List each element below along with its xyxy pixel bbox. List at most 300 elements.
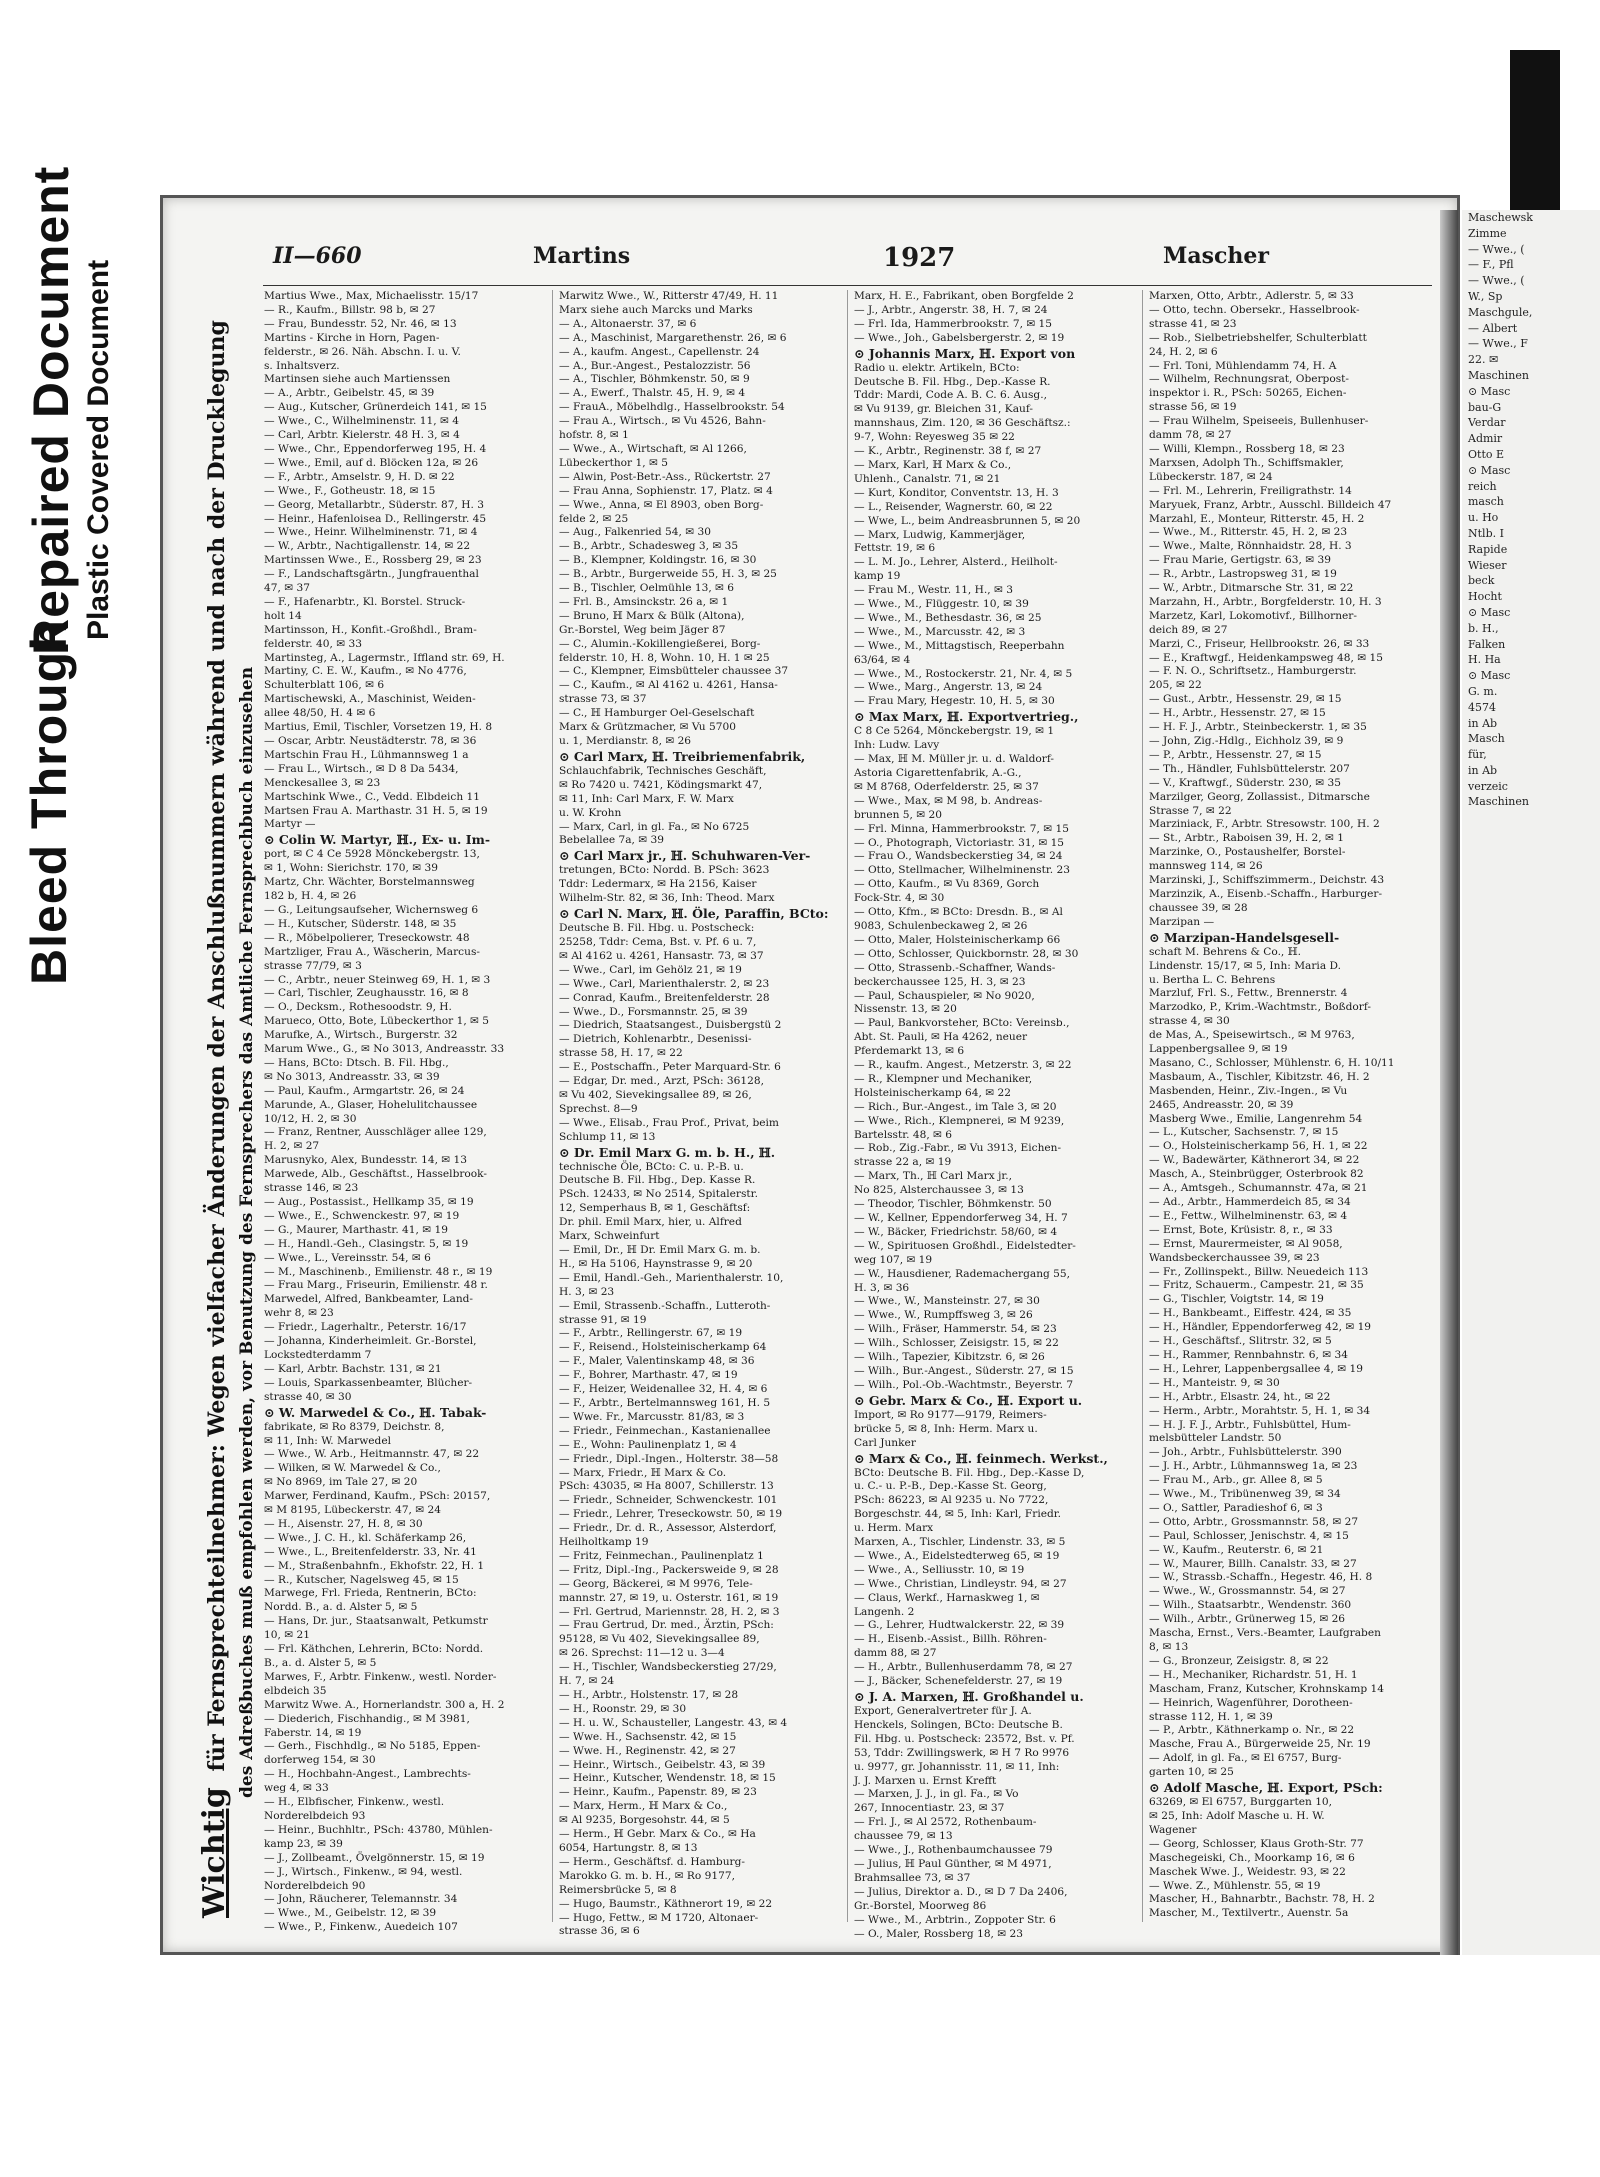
directory-entry: — A., kaufm. Angest., Capellenstr. 24 (559, 345, 760, 358)
page-header (273, 243, 1437, 283)
directory-entry: Wagener (1149, 1823, 1197, 1836)
directory-entry: — Rob., Sielbetriebshelfer, Schulterblatt (1149, 331, 1367, 344)
directory-entry: damm 88, ✉ 27 (854, 1647, 937, 1660)
directory-entry: — Wwe., M., Bethesdastr. 36, ✉ 25 (854, 611, 1042, 624)
directory-entry: — Wwe., M., Arbtrin., Zoppoter Str. 6 (854, 1913, 1056, 1926)
directory-entry: — Frau Wilhelm, Speiseeis, Bullenhuser- (1149, 415, 1369, 428)
directory-entry: — B., Klempner, Koldingstr. 16, ✉ 30 (559, 554, 757, 567)
directory-entry: — Wwe., W., Grossmannstr. 54, ✉ 27 (1149, 1585, 1346, 1598)
directory-entry: ✉ Al 4162 u. 4261, Hansastr. 73, ✉ 37 (559, 949, 764, 962)
directory-entry: — St., Arbtr., Raboisen 39, H. 2, ✉ 1 (1149, 832, 1344, 845)
directory-entry: Marxsen, Adolph Th., Schiffsmakler, (1149, 456, 1344, 469)
directory-entry: — C., Alumin.-Kokillengießerei, Borg- (559, 637, 761, 650)
directory-entry: ⊙ Colin W. Martyr, ℍ., Ex- u. Im- (264, 832, 491, 848)
directory-entry: Marwer, Ferdinand, Kaufm., PSch: 20157, (264, 1490, 491, 1503)
directory-entry: — Joh., Arbtr., Fuhlsbüttelerstr. 390 (1149, 1446, 1342, 1459)
directory-entry: — Friedr., Feinmechan., Kastanienallee (559, 1424, 771, 1437)
fragment-line: ⊙ Masc (1468, 463, 1511, 477)
column-3 (848, 290, 1143, 1940)
directory-entry: 205, ✉ 22 (1149, 679, 1202, 692)
fragment-line: für, (1468, 748, 1487, 762)
directory-entry: 95128, ✉ Vu 402, Sievekingsallee 89, (559, 1633, 760, 1646)
directory-entry: H. 7, ✉ 24 (559, 1675, 615, 1688)
directory-entry: — Heinr., Kaufm., Papenstr. 89, ✉ 23 (559, 1786, 757, 1799)
directory-entry: s. Inhaltsverz. (264, 359, 340, 372)
directory-entry: — F., Maler, Valentinskamp 48, ✉ 36 (559, 1355, 755, 1368)
directory-entry: — Wwe., M., Marcusstr. 42, ✉ 3 (854, 625, 1026, 638)
directory-entry: — Emil, Dr., ℍ Dr. Emil Marx G. m. b. (559, 1244, 761, 1256)
directory-entry: strasse 73, ✉ 37 (559, 693, 647, 706)
directory-entry: — Wilh., Schlosser, Zeisigstr. 15, ✉ 22 (854, 1337, 1059, 1350)
fragment-line: verzeic (1468, 779, 1508, 793)
directory-entry: Marzodko, P., Krim.-Wachtmstr., Boßdorf- (1149, 1001, 1371, 1014)
fragment-line: H. Ha (1468, 653, 1501, 667)
fragment-line: Zimme (1468, 226, 1507, 240)
scan-defect-labels (0, 0, 170, 1000)
directory-entry: Fock-Str. 4, ✉ 30 (854, 892, 945, 905)
directory-entry: Schlauchfabrik, Technisches Geschäft, (559, 764, 767, 777)
directory-entry: — Wwe., M., Tribünenweg 39, ✉ 34 (1149, 1488, 1341, 1501)
directory-entry: Maschegeiski, Ch., Moorkamp 16, ✉ 6 (1149, 1851, 1355, 1864)
directory-entry: C 8 Ce 5264, Mönckebergstr. 19, ✉ 1 (854, 725, 1055, 738)
directory-entry: — Wilh., Staatsarbtr., Wendenstr. 360 (1149, 1599, 1352, 1612)
directory-entry: Martyr — (264, 818, 316, 831)
directory-entry: brunnen 5, ✉ 20 (854, 808, 942, 821)
directory-entry: Abt. St. Pauli, ✉ Ha 4262, neuer (854, 1031, 1028, 1044)
directory-entry: damm 78, ✉ 27 (1149, 429, 1232, 442)
directory-entry: — B., Arbtr., Schadesweg 3, ✉ 35 (559, 540, 739, 553)
directory-entry: Marx, H. E., Fabrikant, oben Borgfelde 2 (854, 290, 1074, 302)
directory-entry: — Otto, Schlosser, Quickbornstr. 28, ✉ 30 (854, 947, 1079, 960)
directory-entry: tretungen, BCto: Nordd. B. PSch: 3623 (559, 864, 770, 877)
directory-entry: Export, Generalvertreter für J. A. (854, 1705, 1032, 1717)
directory-entry: Sprechst. 8—9 (559, 1102, 638, 1115)
directory-entry: H., ✉ Ha 5106, Haynstrasse 9, ✉ 20 (559, 1257, 753, 1270)
directory-entry: melsbütteler Landstr. 50 (1149, 1432, 1282, 1445)
directory-entry: — Herm., Arbtr., Morahtstr. 5, H. 1, ✉ 34 (1149, 1404, 1371, 1417)
directory-entry: — Edgar, Dr. med., Arzt, PSch: 36128, (559, 1075, 764, 1088)
directory-entry: — R., Arbtr., Lastropsweg 31, ✉ 19 (1149, 568, 1337, 581)
directory-entry: — Wwe., J., Rothenbaumchaussee 79 (854, 1844, 1053, 1857)
directory-entry: holt 14 (264, 609, 302, 622)
fragment-line: Masch (1468, 732, 1505, 746)
directory-entry: felderstr. 10, H. 8, Wohn. 10, H. 1 ✉ 25 (559, 651, 770, 664)
directory-entry: — Wwe., Heinr. Wilhelminenstr. 71, ✉ 4 (264, 526, 478, 539)
directory-entry: — Friedr., Dipl.-Ingen., Holterstr. 38—58 (559, 1452, 779, 1465)
directory-entry: — H., Hochbahn-Angest., Lambrechts- (264, 1768, 471, 1781)
directory-entry: — J. H., Arbtr., Lühmannsweg 1a, ✉ 23 (1149, 1460, 1358, 1473)
directory-entry: weg 107, ✉ 19 (854, 1253, 933, 1266)
directory-entry: Marusnyko, Alex, Bundesstr. 14, ✉ 13 (264, 1154, 468, 1167)
directory-entry: — W., Bäcker, Friedrichstr. 58/60, ✉ 4 (854, 1225, 1058, 1238)
directory-entry: fabrikate, ✉ Ro 8379, Deichstr. 8, (264, 1420, 445, 1433)
directory-entry: — Wilh., Arbtr., Grünerweg 15, ✉ 26 (1149, 1613, 1346, 1626)
directory-entry: allee 48/50, H. 4 ✉ 6 (264, 707, 376, 720)
directory-entry: — F., Heizer, Weidenallee 32, H. 4, ✉ 6 (559, 1383, 768, 1396)
directory-entry: — Frl. Gertrud, Mariennstr. 28, H. 2, ✉ 3 (559, 1605, 780, 1618)
directory-entry: Masbenden, Heinr., Ziv.-Ingen., ✉ Vu (1149, 1084, 1348, 1097)
directory-entry: — Frl. M., Lehrerin, Freiligrathstr. 14 (1149, 484, 1352, 497)
directory-entry: Marziniack, F., Arbtr. Stresowstr. 100, H. 2 (1149, 818, 1380, 831)
directory-entry: strasse 77/79, ✉ 3 (264, 959, 362, 972)
directory-entry: — Wilh., Tapezier, Kibitzstr. 6, ✉ 26 (854, 1351, 1045, 1364)
directory-entry: ⊙ Carl N. Marx, ℍ. Öle, Paraffin, BCto: (559, 906, 829, 922)
directory-entry: H. 3, ✉ 36 (854, 1281, 910, 1294)
directory-entry: — Frau Mary, Hegestr. 10, H. 5, ✉ 30 (854, 695, 1055, 708)
directory-entry: — Emil, Handl.-Geh., Marienthalerstr. 10, (559, 1271, 784, 1284)
directory-entry: Schlump 11, ✉ 13 (559, 1130, 656, 1143)
directory-entry: — Wwe., W., Rumpffsweg 3, ✉ 26 (854, 1309, 1033, 1322)
directory-entry: Inh: Ludw. Lavy (854, 739, 940, 752)
directory-entry: — Johanna, Kinderheimleit. Gr.-Borstel, (264, 1335, 477, 1348)
directory-entry: Martinsson, H., Konfit.-Großhdl., Bram- (264, 623, 477, 636)
directory-entry: Marx, Schweinfurt (559, 1230, 660, 1243)
directory-entry: Maryuek, Franz, Arbtr., Ausschl. Billdeich 47 (1149, 498, 1392, 511)
directory-entry: — L., Reisender, Wagnerstr. 60, ✉ 22 (854, 500, 1053, 513)
directory-entry: Reimersbrücke 5, ✉ 8 (559, 1883, 677, 1896)
directory-entry: — Paul, Schauspieler, ✉ No 9020, (854, 989, 1035, 1002)
directory-entry: Gr.-Borstel, Moorweg 86 (854, 1899, 987, 1912)
directory-entry: — Wwe., F., Gotheustr. 18, ✉ 15 (264, 484, 436, 497)
directory-entry: ⊙ Dr. Emil Marx G. m. b. H., ℍ. (559, 1144, 776, 1160)
directory-entry: — Wwe. Z., Mühlenstr. 55, ✉ 19 (1149, 1879, 1321, 1892)
directory-entry: — B., Arbtr., Burgerweide 55, H. 3, ✉ 25 (559, 568, 777, 581)
directory-entry: Holsteinischerkamp 64, ✉ 22 (854, 1086, 1011, 1099)
directory-entry: — M., Straßenbahnfn., Ekhofstr. 22, H. 1 (264, 1559, 485, 1572)
directory-entry: — W., Arbtr., Ditmarsche Str. 31, ✉ 22 (1149, 582, 1354, 595)
directory-entry: strasse 112, H. 1, ✉ 39 (1149, 1710, 1273, 1723)
directory-entry: — A., Arbtr., Geibelstr. 45, ✉ 39 (264, 387, 435, 400)
directory-entry: — H., Arbtr., Bullenhuserdamm 78, ✉ 27 (854, 1661, 1073, 1674)
directory-entry: mannstr. 27, ✉ 19, u. Osterstr. 161, ✉ 19 (559, 1591, 779, 1604)
directory-entry: Deutsche B. Fil. Hbg. u. Postscheck: (559, 922, 755, 935)
directory-entry: J. J. Marxen u. Ernst Krefft (854, 1774, 997, 1787)
directory-entry: 10, ✉ 21 (264, 1629, 310, 1642)
directory-entry: mannsweg 114, ✉ 26 (1149, 860, 1263, 873)
fragment-line: ⊙ Masc (1468, 384, 1511, 398)
page-number: II—660 (273, 243, 362, 269)
directory-entry: — Wwe., Carl, im Gehölz 21, ✉ 19 (559, 963, 742, 976)
directory-entry: ⊙ Carl Marx, ℍ. Treibriemenfabrik, (559, 748, 806, 764)
directory-entry: — E., Fettw., Wilhelminenstr. 63, ✉ 4 (1149, 1209, 1348, 1222)
directory-entry: Mascher, M., Textilvertr., Auenstr. 5a (1149, 1907, 1349, 1920)
directory-entry: Brahmsallee 73, ✉ 37 (854, 1871, 971, 1884)
directory-entry: ⊙ Max Marx, ℍ. Exportvertrieg., (854, 709, 1079, 725)
directory-entry: — Otto, Kaufm., ✉ Vu 8369, Gorch (854, 878, 1040, 891)
directory-entry: — Marx, Th., ℍ Carl Marx jr., (854, 1170, 1012, 1183)
directory-entry: — Frl. Käthchen, Lehrerin, BCto: Nordd. (264, 1643, 484, 1656)
directory-entry: strasse 146, ✉ 23 (264, 1182, 359, 1195)
directory-entry: — Wilhelm, Rechnungsrat, Oberpost- (1149, 373, 1349, 386)
directory-entry: Carl Junker (854, 1436, 916, 1449)
directory-entry: mannshaus, Zim. 120, ✉ 36 Geschäftsz.: (854, 417, 1071, 430)
fragment-line: ⊙ Masc (1468, 605, 1511, 619)
directory-entry: technische Öle, BCto: C. u. P.-B. u. (559, 1160, 744, 1173)
directory-entry: Gr.-Borstel, Weg beim Jäger 87 (559, 623, 726, 636)
directory-entry: Masbaum, A., Tischler, Kibitzstr. 46, H. 2 (1149, 1070, 1370, 1083)
directory-entry: Henckels, Solingen, BCto: Deutsche B. (854, 1718, 1063, 1731)
directory-entry: Lockstedterdamm 7 (264, 1348, 372, 1361)
directory-entry: — Heinrich, Wagenführer, Dorotheen- (1149, 1696, 1353, 1709)
directory-entry: — H., Aisenstr. 27, H. 8, ✉ 30 (264, 1517, 423, 1530)
directory-entry: — Otto, techn. Obersekr., Hasselbrook- (1149, 303, 1360, 316)
fragment-line: — Wwe., F (1468, 337, 1528, 351)
notice-line-1 (197, 320, 232, 1918)
directory-entry: — Hans, Dr. jur., Staatsanwalt, Petkumstr (264, 1615, 488, 1628)
directory-entry: — H., Rammer, Rennbahnstr. 6, ✉ 34 (1149, 1348, 1348, 1361)
directory-entry: — L. M. Jo., Lehrer, Alsterd., Heilholt- (854, 556, 1058, 569)
directory-entry: Marueco, Otto, Bote, Lübeckerthor 1, ✉ 5 (264, 1015, 490, 1028)
directory-entry: brücke 5, ✉ 8, Inh: Herm. Marx u. (854, 1422, 1038, 1435)
directory-entry: — Emil, Strassenb.-Schaffn., Lutteroth- (559, 1299, 771, 1312)
directory-entry: — Dietrich, Kohlenarbtr., Desenissi- (559, 1033, 752, 1046)
fragment-line: Ntlb. I (1468, 526, 1504, 540)
directory-entry: Lappenbergsallee 9, ✉ 19 (1149, 1043, 1288, 1056)
directory-entry: — F., Arbtr., Rellingerstr. 67, ✉ 19 (559, 1327, 743, 1340)
directory-entry: — Otto, Strassenb.-Schaffner, Wands- (854, 961, 1056, 974)
directory-entry: felde 2, ✉ 25 (559, 512, 629, 525)
directory-entry: — Kurt, Konditor, Conventstr. 13, H. 3 (854, 486, 1059, 499)
directory-entry: Deutsche B. Fil. Hbg., Dep. Kasse R. (559, 1174, 756, 1187)
directory-entry: — R., Klempner und Mechaniker, (854, 1072, 1033, 1085)
directory-entry: — Wwe., J. C. H., kl. Schäferkamp 26, (264, 1531, 467, 1544)
directory-entry: Borgeschstr. 44, ✉ 5, Inh: Karl, Friedr. (854, 1508, 1062, 1521)
directory-entry: — Alwin, Post-Betr.-Ass., Rückertstr. 27 (559, 470, 771, 483)
fragment-line: — Albert (1468, 321, 1518, 335)
directory-entry: — Frl. B., Amsinckstr. 26 a, ✉ 1 (559, 595, 729, 608)
directory-entry: — Wwe., Carl, Marienthalerstr. 2, ✉ 23 (559, 977, 770, 990)
directory-entry: — O., Sattler, Paradieshof 6, ✉ 3 (1149, 1501, 1323, 1514)
directory-entry: Marwitz Wwe. A., Hornerlandstr. 300 a, H. 2 (264, 1698, 505, 1711)
directory-entry: de Mas, A., Speisewirtsch., ✉ M 9763, (1149, 1029, 1355, 1042)
directory-entry: — Adolf, in gl. Fa., ✉ El 6757, Burg- (1149, 1752, 1342, 1765)
directory-entry: inspektor i. R., PSch: 50265, Eichen- (1149, 387, 1347, 400)
adjacent-page-fragment (1462, 210, 1600, 1955)
directory-entry: — Frau Marie, Gertigstr. 63, ✉ 39 (1149, 554, 1331, 567)
directory-entry: Dr. phil. Emil Marx, hier, u. Alfred (559, 1216, 742, 1229)
directory-entry: Astoria Cigarettenfabrik, A.-G., (854, 767, 1022, 779)
directory-entry: — G., Lehrer, Hudtwalckerstr. 22, ✉ 39 (854, 1619, 1065, 1632)
directory-columns (258, 290, 1437, 1940)
directory-entry: Norderelbdeich 93 (264, 1809, 366, 1822)
directory-entry: Wandsbeckerchaussee 39, ✉ 23 (1149, 1251, 1320, 1264)
directory-entry: Wilhelm-Str. 82, ✉ 36, Inh: Theod. Marx (559, 892, 775, 905)
directory-entry: — H., Bankbeamt., Eiffestr. 424, ✉ 35 (1149, 1307, 1352, 1320)
directory-entry: — A., Altonaerstr. 37, ✉ 6 (559, 317, 697, 330)
directory-entry: Marzilger, Georg, Zollassist., Ditmarsche (1149, 790, 1370, 803)
directory-entry: ✉ Vu 9139, gr. Bleichen 31, Kauf- (854, 403, 1033, 416)
directory-entry: — Gust., Arbtr., Hessenstr. 29, ✉ 15 (1149, 693, 1342, 706)
directory-entry: 25258, Tddr: Cema, Bst. v. Pf. 6 u. 7, (559, 935, 757, 948)
directory-entry: ✉ 1, Wohn: Sierichstr. 170, ✉ 39 (264, 862, 438, 875)
fragment-line: beck (1468, 574, 1495, 588)
directory-entry: Marxen, A., Tischler, Lindenstr. 33, ✉ 5 (854, 1536, 1066, 1549)
directory-entry: — A., Amtsgeh., Schumannstr. 47a, ✉ 21 (1149, 1182, 1368, 1195)
directory-entry: felderstr., ✉ 26. Näh. Abschn. I. u. V. (264, 345, 461, 358)
column-4 (1143, 290, 1437, 1922)
directory-entry: H. 2, ✉ 27 (264, 1140, 320, 1153)
directory-entry: — Gerh., Fischhdlg., ✉ No 5185, Eppen- (264, 1740, 481, 1753)
directory-entry: Marzinski, J., Schiffszimmerm., Deichstr. 43 (1149, 874, 1385, 887)
directory-entry: ⊙ Carl Marx jr., ℍ. Schuhwaren-Ver- (559, 848, 811, 864)
directory-entry: — Wwe., Chr., Eppendorferweg 195, H. 4 (264, 442, 487, 455)
directory-entry: strasse 40, ✉ 30 (264, 1390, 352, 1403)
directory-entry: — Rob., Zig.-Fabr., ✉ Vu 3913, Eichen- (854, 1142, 1062, 1155)
directory-entry: — W., Kaufm., Reuterstr. 6, ✉ 21 (1149, 1543, 1324, 1556)
repaired-document-label: Repaired Document (23, 165, 79, 655)
directory-entry: — Herm., Geschäftsf. d. Hamburg- (559, 1855, 745, 1868)
directory-entry: — Wwe., A., Wirtschaft, ✉ Al 1266, (559, 442, 747, 455)
directory-entry: chaussee 79, ✉ 13 (854, 1830, 953, 1843)
directory-entry: — R., kaufm. Angest., Metzerstr. 3, ✉ 22 (854, 1059, 1072, 1072)
directory-entry: Marwege, Frl. Frieda, Rentnerin, BCto: (264, 1587, 477, 1600)
directory-entry: kamp 19 (854, 570, 901, 583)
directory-entry: — H., Händler, Eppendorferweg 42, ✉ 19 (1149, 1321, 1372, 1334)
directory-entry: Maschek Wwe. J., Weidestr. 93, ✉ 22 (1149, 1865, 1346, 1878)
directory-entry: Fil. Hbg. u. Postscheck: 23572, Bst. v. Pf. (854, 1732, 1075, 1745)
directory-entry: — P., Arbtr., Hessenstr. 27, ✉ 15 (1149, 748, 1322, 761)
directory-entry: — Marx, Carl, in gl. Fa., ✉ No 6725 (559, 820, 750, 833)
directory-entry: — Paul, Schlosser, Jenischstr. 4, ✉ 15 (1149, 1529, 1349, 1542)
directory-entry: — Wwe., A., Selliusstr. 10, ✉ 19 (854, 1563, 1025, 1576)
directory-entry: ✉ M 8195, Lübeckerstr. 47, ✉ 24 (264, 1504, 442, 1517)
column-2 (553, 290, 848, 1938)
directory-entry: 2465, Andreasstr. 20, ✉ 39 (1149, 1098, 1294, 1111)
directory-entry: 24, H. 2, ✉ 6 (1149, 345, 1218, 358)
directory-entry: — Wwe., W. Arb., Heitmannstr. 47, ✉ 22 (264, 1448, 480, 1461)
directory-entry: — H., Manteistr. 9, ✉ 30 (1149, 1376, 1280, 1389)
directory-entry: — A., Maschinist, Margarethenstr. 26, ✉ 6 (559, 331, 787, 344)
directory-entry: BCto: Deutsche B. Fil. Hbg., Dep.-Kasse D, (854, 1466, 1085, 1479)
directory-entry: ⊙ J. A. Marxen, ℍ. Großhandel u. (854, 1689, 1084, 1704)
directory-entry: strasse 58, H. 17, ✉ 22 (559, 1047, 683, 1060)
directory-entry: schaft M. Behrens & Co., ℍ. (1149, 945, 1302, 958)
directory-entry: weg 4, ✉ 33 (264, 1782, 329, 1795)
directory-entry: — Th., Händler, Fuhlsbüttelerstr. 207 (1149, 762, 1350, 775)
directory-entry: — Wilh., Fräser, Hammerstr. 54, ✉ 23 (854, 1323, 1057, 1336)
directory-entry: — M., Maschinenb., Emilienstr. 48 r., ✉ 19 (264, 1265, 493, 1278)
directory-entry: — Otto, Arbtr., Grossmannstr. 58, ✉ 27 (1149, 1515, 1359, 1528)
directory-entry: Lübeckerthor 1, ✉ 5 (559, 456, 668, 469)
directory-entry: — A., Tischler, Böhmkenstr. 50, ✉ 9 (559, 373, 750, 386)
directory-entry: — Wwe., L., Breitenfelderstr. 33, Nr. 41 (264, 1545, 477, 1558)
directory-entry: — Willi, Klempn., Rossberg 18, ✉ 23 (1149, 442, 1345, 455)
directory-entry: strasse 22 a, ✉ 19 (854, 1156, 952, 1169)
directory-entry: No 825, Alsterchaussee 3, ✉ 13 (854, 1184, 1024, 1197)
directory-entry: — O., Photograph, Victoriastr. 31, ✉ 15 (854, 836, 1065, 849)
directory-entry: — Fr., Zollinspekt., Billw. Neuedeich 113 (1149, 1265, 1369, 1278)
directory-entry: — R., Kaufm., Billstr. 98 b, ✉ 27 (264, 303, 436, 316)
fragment-line: u. Ho (1468, 511, 1499, 525)
directory-entry: — Frau M., Westr. 11, H., ✉ 3 (854, 584, 1013, 597)
directory-entry: — Wwe., Christian, Lindleystr. 94, ✉ 27 (854, 1577, 1067, 1590)
directory-entry: Martinsen siehe auch Martienssen (264, 373, 451, 386)
directory-entry: PSch: 43035, ✉ Ha 8007, Schillerstr. 13 (559, 1480, 774, 1493)
directory-entry: — Wwe. Fr., Marcusstr. 81/83, ✉ 3 (559, 1410, 745, 1423)
directory-entry: hofstr. 8, ✉ 1 (559, 429, 629, 442)
directory-entry: — G., Bronzeur, Zeisigstr. 8, ✉ 22 (1149, 1654, 1329, 1667)
directory-entry: Marx siehe auch Marcks und Marks (559, 303, 753, 316)
directory-entry: — Wwe. H., Reginenstr. 42, ✉ 27 (559, 1744, 736, 1757)
directory-entry: — H., Kutscher, Süderstr. 148, ✉ 35 (264, 917, 457, 930)
directory-entry: — Wwe., Elisab., Frau Prof., Privat, beim (559, 1116, 779, 1129)
directory-entry: — G., Leitungsaufseher, Wichernsweg 6 (264, 903, 479, 916)
directory-entry: — F. N. O., Schriftsetz., Hamburgerstr. (1149, 665, 1357, 678)
directory-entry: — Wwe., E., Schwenckestr. 97, ✉ 19 (264, 1209, 460, 1222)
directory-entry: 9083, Schulenbeckaweg 2, ✉ 26 (854, 919, 1028, 932)
directory-entry: ✉ 26. Sprechst: 11—12 u. 3—4 (559, 1647, 725, 1660)
directory-entry: — Julius, Direktor a. D., ✉ D 7 Da 2406, (854, 1885, 1068, 1898)
directory-entry: — Carl, Tischler, Zeughausstr. 16, ✉ 8 (264, 987, 469, 1000)
directory-entry: — Heinr., Hafenloiseа D., Rellingerstr. 45 (264, 512, 487, 525)
directory-entry: — F., Arbtr., Bertelmannsweg 161, H. 5 (559, 1396, 771, 1409)
directory-entry: ✉ Al 9235, Borgesohstr. 44, ✉ 5 (559, 1814, 730, 1827)
directory-entry: Masche, Frau A., Bürgerweide 25, Nr. 19 (1149, 1738, 1371, 1751)
directory-entry: — Wwe., P., Finkenw., Auedeich 107 (264, 1921, 458, 1934)
directory-entry: wehr 8, ✉ 23 (264, 1307, 334, 1320)
directory-entry: — Wilken, ✉ W. Marwedel & Co., (264, 1462, 441, 1475)
directory-entry: — Aug., Postassist., Hellkamp 35, ✉ 19 (264, 1196, 474, 1208)
directory-entry: — Wwe., Marg., Angerstr. 13, ✉ 24 (854, 681, 1043, 694)
directory-entry: Masberg Wwe., Emilie, Langenrehm 54 (1149, 1112, 1363, 1125)
directory-entry: 182 b, H. 4, ✉ 26 (264, 890, 357, 903)
directory-entry: — Otto, Kfm., ✉ BCto: Dresdn. B., ✉ Al (854, 906, 1063, 919)
directory-entry: Martschink Wwe., C., Vedd. Elbdeich 11 (264, 790, 481, 803)
directory-entry: ✉ 25, Inh: Adolf Masche u. H. W. (1149, 1809, 1325, 1822)
directory-entry: ✉ No 8969, im Tale 27, ✉ 20 (264, 1476, 418, 1489)
directory-entry: Martzliger, Frau A., Wäscherin, Marcus- (264, 945, 480, 958)
directory-entry: — W., Arbtr., Nachtigallenstr. 14, ✉ 22 (264, 540, 471, 553)
directory-entry: — R., Kutscher, Nagelsweg 45, ✉ 15 (264, 1573, 459, 1586)
directory-entry: Marxen, Otto, Arbtr., Adlerstr. 5, ✉ 33 (1149, 290, 1354, 302)
directory-entry: Bebelallee 7a, ✉ 39 (559, 834, 665, 847)
directory-entry: — R., Möbelpolierer, Treseckowstr. 48 (264, 931, 470, 944)
directory-entry: — Frau Marg., Friseurin, Emilienstr. 48 r. (264, 1279, 488, 1292)
directory-entry: — F., Hafenarbtr., Kl. Borstel. Struck- (264, 595, 466, 608)
directory-entry: Martiny, C. E. W., Kaufm., ✉ No 4776, (264, 665, 467, 678)
notice-text-2: des Adreßbuches muß empfohlen werden, vor Benutzung des Fernsprechers das Amtliche Fernsprechbuch einzusehen (237, 666, 257, 1798)
directory-entry: — John, Zig.-Hdlg., Eichholz 39, ✉ 9 (1149, 735, 1344, 747)
directory-entry: 63/64, ✉ 4 (854, 653, 911, 666)
directory-entry: Strasse 7, ✉ 22 (1149, 804, 1232, 817)
directory-entry: — Marx, Friedr., ℍ Marx & Co. (559, 1466, 727, 1479)
directory-entry: u. 1, Merdianstr. 8, ✉ 26 (559, 735, 692, 747)
directory-entry: — Wilh., Bur.-Angest., Süderstr. 27, ✉ 15 (854, 1364, 1074, 1377)
directory-entry: — J., Wirtsch., Finkenw., ✉ 94, westl. (264, 1865, 463, 1878)
directory-entry: Marufke, A., Wirtsch., Burgerstr. 32 (264, 1029, 458, 1042)
fragment-line: Maschinen (1468, 368, 1529, 382)
directory-entry: — Marx, Herm., ℍ Marx & Co., (559, 1800, 728, 1813)
directory-entry: port, ✉ C 4 Ce 5928 Mönckebergstr. 13, (264, 848, 480, 861)
directory-entry: u. W. Krohn (559, 806, 622, 819)
directory-entry: — Rich., Bur.-Angest., im Tale 3, ✉ 20 (854, 1100, 1057, 1113)
directory-entry: Radio u. elektr. Artikeln, BCto: (854, 361, 1020, 374)
directory-entry: — Marx, Karl, ℍ Marx & Co., (854, 458, 1012, 471)
directory-entry: elbdeich 35 (264, 1684, 327, 1697)
directory-entry: 9-7, Wohn: Reyesweg 35 ✉ 22 (854, 431, 1015, 444)
directory-entry: 12, Semperhaus B, ✉ 1, Geschäftsf: (559, 1202, 751, 1215)
directory-entry: — Wwe., Anna, ✉ El 8903, oben Borg- (559, 498, 764, 511)
directory-entry: — E., Wohn: Paulinenplatz 1, ✉ 4 (559, 1438, 737, 1451)
directory-entry: — Georg, Bäckerei, ✉ M 9976, Tele- (559, 1577, 753, 1590)
directory-entry: — H. J. F. J., Arbtr., Fuhlsbüttel, Hum- (1149, 1418, 1351, 1431)
directory-entry: — C., Arbtr., neuer Steinweg 69, H. 1, ✉ 3 (264, 973, 491, 986)
directory-entry: — Aug., Kutscher, Grünerdeich 141, ✉ 15 (264, 401, 487, 414)
directory-entry: 10/12, H. 2, ✉ 30 (264, 1112, 357, 1125)
directory-entry: — Max, ℍ M. Müller jr. u. d. Waldorf- (854, 753, 1054, 766)
directory-entry: — Friedr., Lehrer, Treseckowstr. 50, ✉ 19 (559, 1508, 783, 1521)
directory-entry: Martinsteg, A., Lagermstr., Iffland str. 69, H. (264, 651, 505, 664)
